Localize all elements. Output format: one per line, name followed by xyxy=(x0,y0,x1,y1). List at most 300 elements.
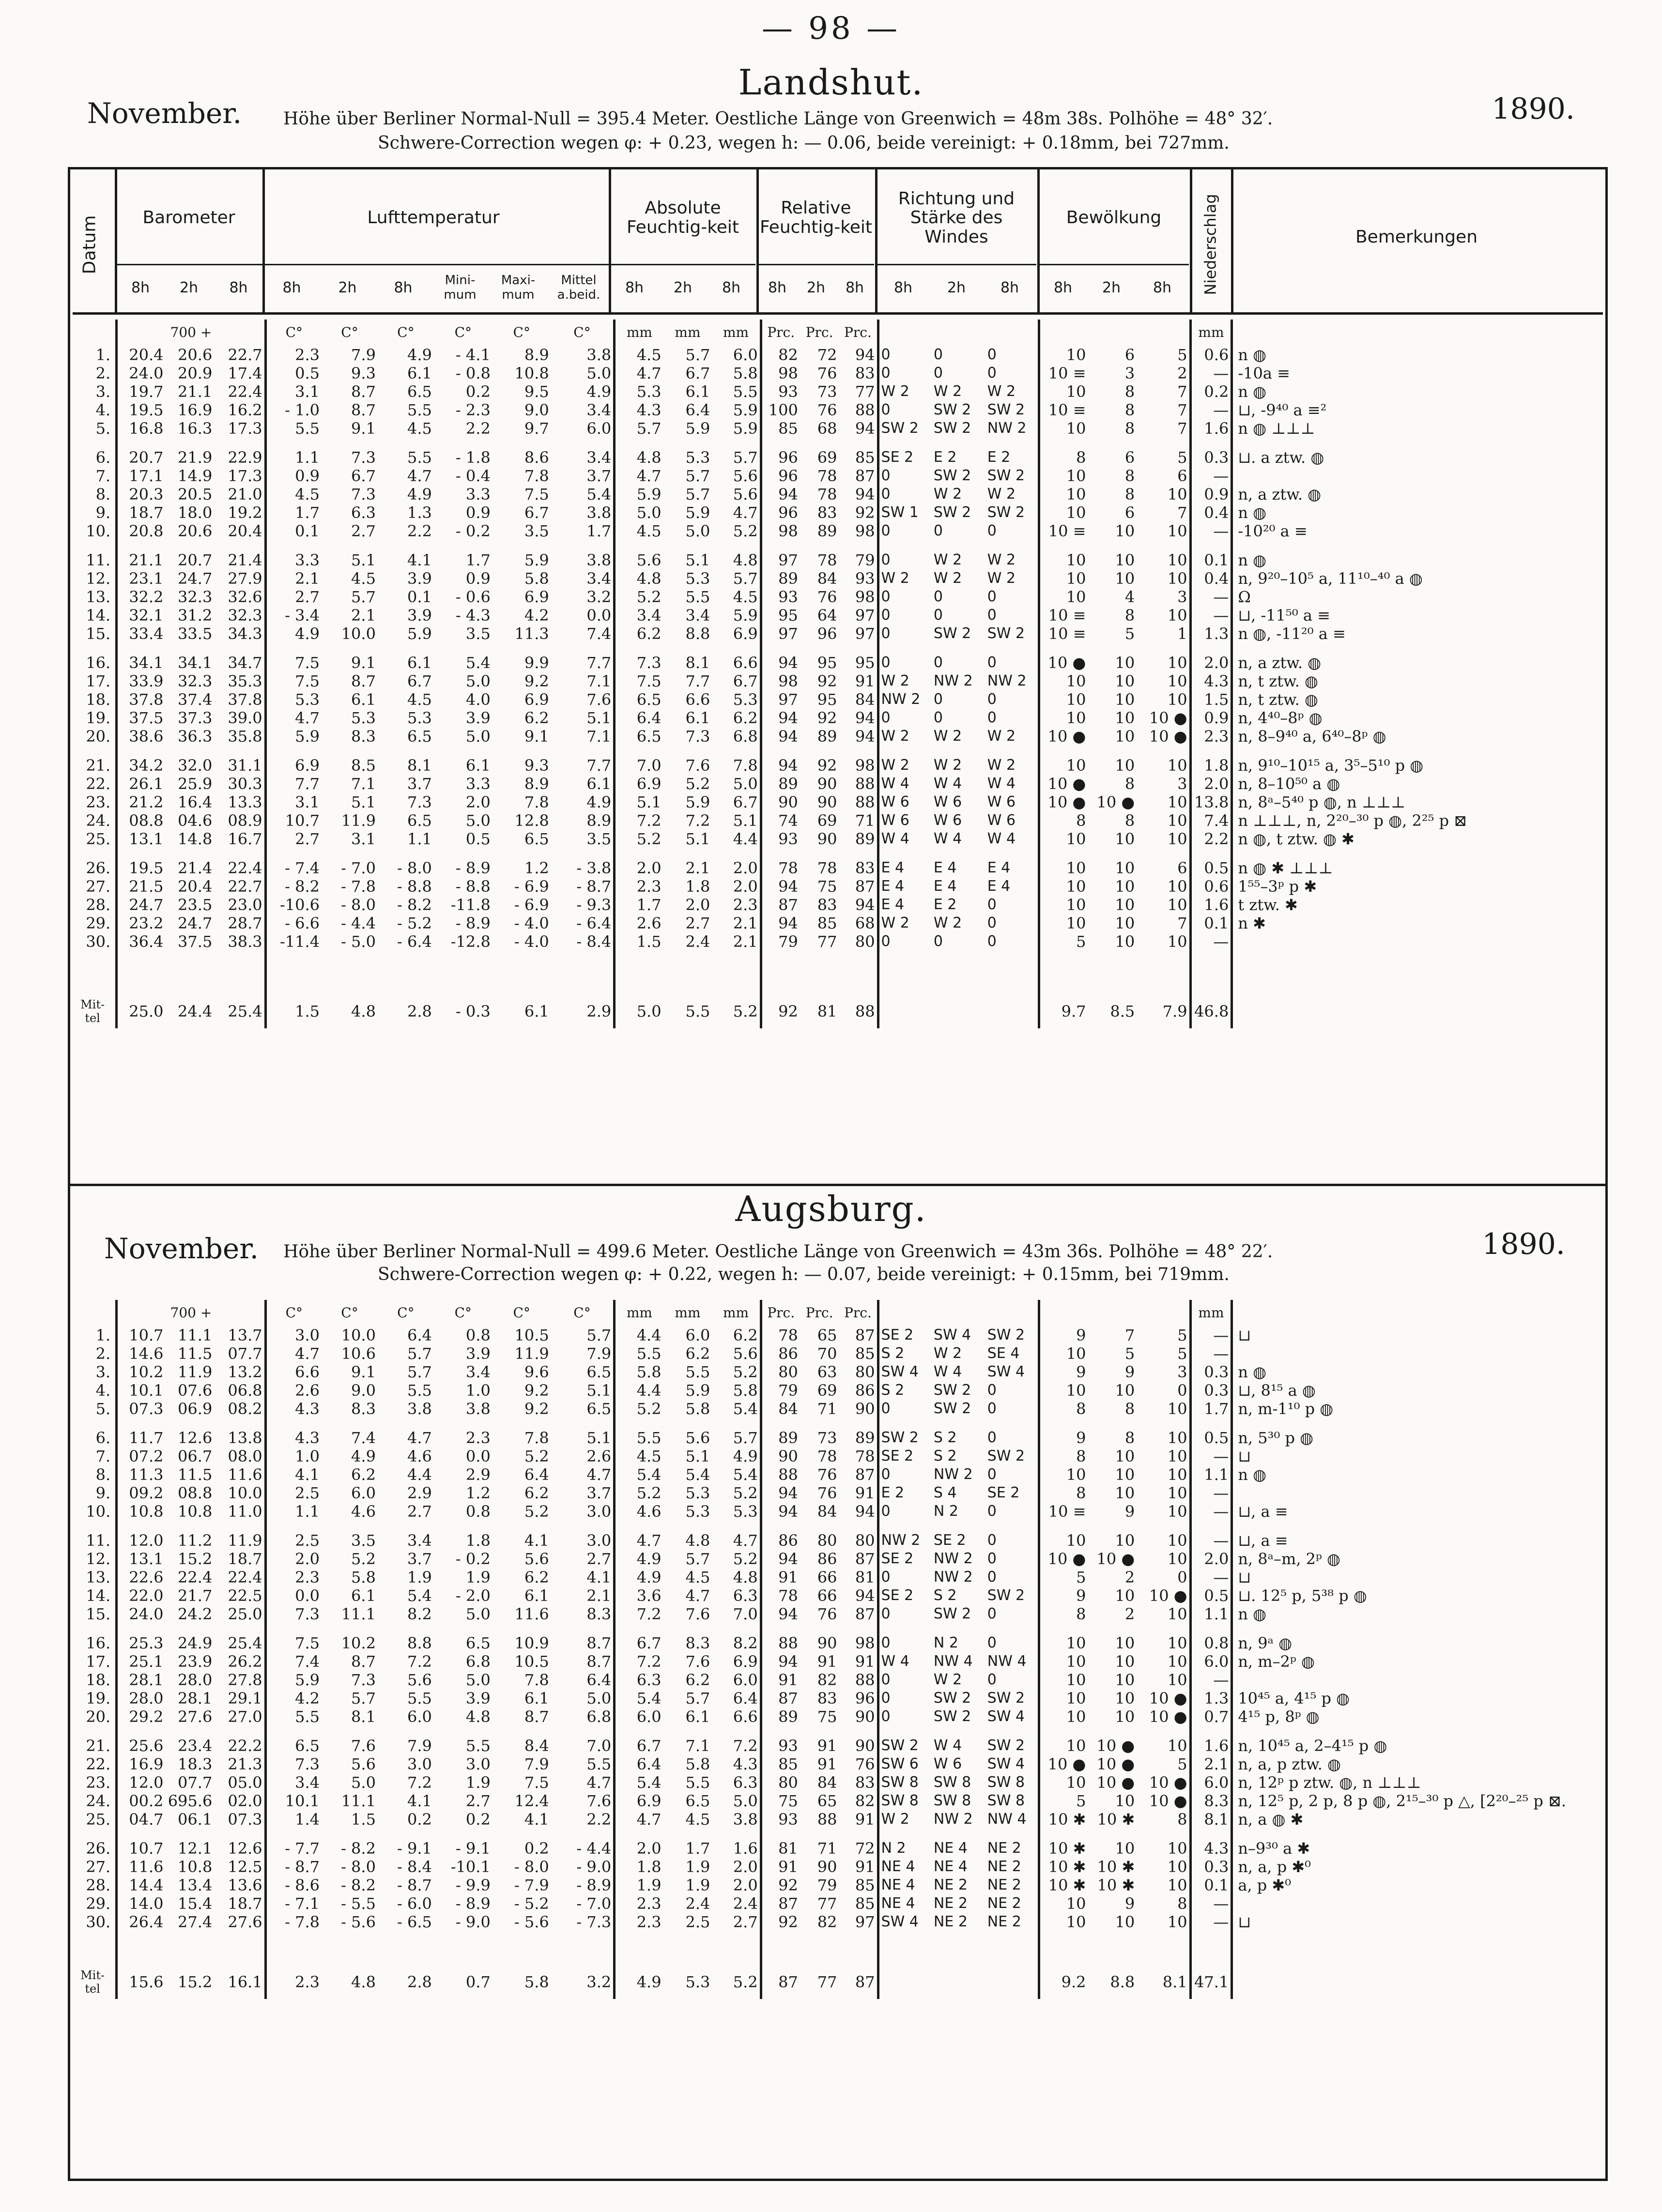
cell-temp-8h: - 1.0 xyxy=(285,401,320,419)
gap-cell xyxy=(166,1521,215,1531)
cell-rel-2h: 76 xyxy=(817,1484,837,1502)
cell-remarks xyxy=(1232,467,1603,485)
gap-cell xyxy=(117,1829,166,1839)
cell-temp-mean: 4.9 xyxy=(551,382,615,401)
cell-baro-2h: 15.2 xyxy=(178,1550,213,1568)
cell-baro-2h: 25.9 xyxy=(178,775,213,793)
gap-cell xyxy=(1088,643,1137,654)
cell-rel-8h: 97 xyxy=(778,690,798,709)
table-row xyxy=(73,914,1603,932)
cell-temp-max: 9.2 xyxy=(524,1400,549,1418)
unit-cell: C° xyxy=(341,1305,358,1321)
cell-cloud-8h: 9 xyxy=(1076,1326,1086,1344)
gap-cell xyxy=(117,848,166,859)
cell-temp-2h: 5.2 xyxy=(351,1550,376,1568)
unit-cell xyxy=(1232,320,1603,346)
cell-day: 22. xyxy=(73,775,117,793)
cell-wind-2h: 0 xyxy=(933,709,943,726)
cell-temp-8h: 6.6 xyxy=(295,1363,320,1381)
gap-cell xyxy=(166,1418,215,1429)
cell-cloud-8h-evening: 10 xyxy=(1137,654,1190,672)
cell-abs-8h-evening: 5.6 xyxy=(712,1344,761,1363)
cell-precipitation: 2.2 xyxy=(1190,830,1232,848)
gap-cell xyxy=(117,438,166,448)
cell-abs-2h: 5.5 xyxy=(685,1363,710,1381)
gap-cell xyxy=(878,1418,932,1429)
gap-cell xyxy=(932,1521,985,1531)
mean-temp-mean: 2.9 xyxy=(551,994,615,1028)
cell-precipitation: 0.5 xyxy=(1190,1429,1232,1447)
cell-wind-8h-evening: 0 xyxy=(985,690,1039,709)
cell-wind-8h: NE 4 xyxy=(881,1895,915,1912)
gap-cell xyxy=(492,1931,551,1965)
cell-cloud-8h-evening: 10 xyxy=(1137,1550,1190,1568)
cell-temp-mean: 2.1 xyxy=(551,1587,615,1605)
cell-remarks: n, 9ᵃ ◍ xyxy=(1238,1634,1293,1652)
cell-wind-2h: 0 xyxy=(933,654,943,671)
cell-wind-8h-evening: 0 xyxy=(985,1568,1039,1587)
gap-cell xyxy=(663,1829,712,1839)
cell-rel-2h: 77 xyxy=(817,1894,837,1913)
cell-baro-8h: 34.2 xyxy=(129,756,164,775)
cell-cloud-8h-evening: 10 xyxy=(1137,1913,1190,1931)
cell-abs-8h-evening: 6.2 xyxy=(712,709,761,727)
cell-rel-2h: 88 xyxy=(817,1810,837,1829)
cell-wind-8h: SW 4 xyxy=(881,1363,919,1380)
cell-cloud-8h: 10 ● xyxy=(1047,1550,1086,1568)
cell-wind-2h: SE 2 xyxy=(933,1532,966,1549)
cell-cloud-8h-evening: 10 xyxy=(1137,1447,1190,1465)
cell-cloud-8h: 9 xyxy=(1076,1363,1086,1381)
cell-baro-8h-evening: 20.4 xyxy=(214,522,265,540)
rule xyxy=(262,169,265,315)
cell-temp-max: 8.7 xyxy=(524,1708,549,1726)
cell-day: 20. xyxy=(73,1708,117,1726)
gap-cell xyxy=(492,746,551,756)
gap-cell xyxy=(761,643,800,654)
table-row xyxy=(73,1634,1603,1652)
gap-cell xyxy=(839,643,878,654)
cell-temp-8h-evening: 5.5 xyxy=(407,401,432,419)
cell-rel-8h: 96 xyxy=(778,448,798,467)
cell-cloud-8h-evening: 10 xyxy=(1137,830,1190,848)
cell-wind-2h: W 2 xyxy=(933,1345,962,1362)
cell-precipitation: 8.3 xyxy=(1190,1792,1232,1810)
cell-rel-2h: 91 xyxy=(817,1755,837,1773)
gap-cell xyxy=(800,643,839,654)
cell-abs-2h: 1.9 xyxy=(685,1876,710,1894)
cell-wind-2h: E 4 xyxy=(933,878,957,895)
cell-cloud-2h: 4 xyxy=(1124,588,1135,606)
cell-temp-max: 4.1 xyxy=(524,1531,549,1550)
unit-cell xyxy=(985,320,1039,346)
cell-wind-8h: SE 2 xyxy=(881,1587,914,1604)
cell-precipitation: 6.0 xyxy=(1190,1773,1232,1792)
sub-maximum: Maxi-mum xyxy=(489,264,547,310)
cell-temp-2h: 8.7 xyxy=(351,382,376,401)
cell-day: 7. xyxy=(73,467,117,485)
cell-cloud-8h: 10 ● xyxy=(1047,654,1086,672)
cell-day: 27. xyxy=(73,1858,117,1876)
cell-temp-8h: - 7.1 xyxy=(285,1894,320,1913)
cell-temp-8h: 4.3 xyxy=(295,1429,320,1447)
cell-rel-8h: 94 xyxy=(778,1605,798,1623)
table-row xyxy=(73,1605,1603,1623)
cell-wind-8h: SE 2 xyxy=(881,1550,914,1567)
cell-temp-8h: 2.7 xyxy=(295,588,320,606)
cell-rel-8h: 80 xyxy=(778,1363,798,1381)
cell-temp-mean: 3.4 xyxy=(551,401,615,419)
cell-rel-2h: 76 xyxy=(817,588,837,606)
cell-remarks: n ⊥⊥⊥, n, 2²⁰–³⁰ p ◍, 2²⁵ p ⊠ xyxy=(1238,811,1467,830)
cell-wind-2h: W 2 xyxy=(933,486,962,503)
cell-temp-2h: 7.3 xyxy=(351,1671,376,1689)
cell-day: 4. xyxy=(73,1381,117,1400)
cell-precipitation: 1.3 xyxy=(1190,1689,1232,1708)
cell-day: 30. xyxy=(73,932,117,951)
cell-precipitation: 4.3 xyxy=(1190,672,1232,690)
cell-abs-2h: 4.7 xyxy=(685,1587,710,1605)
cell-remarks: ⊔ xyxy=(1238,1568,1251,1587)
cell-baro-8h: 20.4 xyxy=(129,346,164,364)
cell-cloud-2h: 10 xyxy=(1115,1634,1135,1652)
cell-wind-8h-evening: W 2 xyxy=(985,551,1039,569)
cell-wind-8h: 0 xyxy=(881,1690,891,1707)
cell-wind-2h: S 2 xyxy=(933,1429,957,1446)
cell-temp-8h: 1.1 xyxy=(295,448,320,467)
cell-precipitation: — xyxy=(1190,522,1232,540)
cell-rel-2h: 85 xyxy=(817,914,837,932)
gap-cell xyxy=(1190,1829,1232,1839)
cell-rel-8h: 81 xyxy=(778,1839,798,1858)
cell-temp-8h: 1.4 xyxy=(295,1810,320,1829)
cell-precipitation: 0.4 xyxy=(1190,503,1232,522)
cell-abs-8h-evening: 2.1 xyxy=(712,914,761,932)
gap-cell xyxy=(166,951,215,994)
cell-cloud-8h-evening: 10 xyxy=(1137,1400,1190,1418)
gap-cell xyxy=(663,1726,712,1737)
gap-cell xyxy=(839,1521,878,1531)
unit-cell: C° xyxy=(551,1300,615,1326)
cell-cloud-8h: 10 xyxy=(1066,914,1086,932)
cell-cloud-8h-evening: 10 xyxy=(1137,1465,1190,1484)
gap-cell xyxy=(1039,1521,1088,1531)
cell-wind-8h-evening: 0 xyxy=(985,1531,1039,1550)
gap-cell xyxy=(214,951,265,994)
table-row xyxy=(73,1326,1603,1344)
sub-h8: 8h xyxy=(375,264,431,310)
cell-wind-8h-evening: 0 xyxy=(985,364,1039,382)
cell-temp-mean: 8.7 xyxy=(551,1652,615,1671)
table-row xyxy=(73,1792,1603,1810)
cell-cloud-8h: 10 xyxy=(1066,1344,1086,1363)
gap-cell xyxy=(117,1418,166,1429)
gap-cell xyxy=(434,951,492,994)
cell-cloud-8h-evening: 10 xyxy=(1137,1634,1190,1652)
gap-cell xyxy=(551,643,615,654)
cell-precipitation: — xyxy=(1190,932,1232,951)
cell-wind-8h: S 2 xyxy=(881,1382,905,1399)
gap-cell xyxy=(73,643,117,654)
cell-abs-8h-evening: 3.8 xyxy=(712,1810,761,1829)
cell-precipitation: 1.6 xyxy=(1190,419,1232,438)
cell-abs-8h: 3.6 xyxy=(636,1587,662,1605)
cell-wind-2h: SW 2 xyxy=(933,1690,971,1707)
cell-wind-8h-evening: 0 xyxy=(985,1429,1039,1447)
cell-temp-mean: 7.1 xyxy=(551,727,615,746)
cell-cloud-2h: 10 xyxy=(1115,1381,1135,1400)
cell-wind-8h: W 2 xyxy=(881,570,909,587)
gap-cell xyxy=(761,1726,800,1737)
cell-abs-2h: 6.5 xyxy=(685,1792,710,1810)
cell-abs-8h-evening: 8.2 xyxy=(712,1634,761,1652)
cell-wind-2h: SW 2 xyxy=(933,1400,971,1417)
rule xyxy=(115,169,117,315)
table-row xyxy=(73,467,1603,485)
gap-cell xyxy=(166,1726,215,1737)
row-gap xyxy=(73,1521,1603,1531)
cell-cloud-8h: 10 ● xyxy=(1047,1755,1086,1773)
table-row xyxy=(73,382,1603,401)
gap-cell xyxy=(712,746,761,756)
cell-rel-8h-evening: 83 xyxy=(839,1773,878,1792)
cell-temp-min: 5.5 xyxy=(465,1737,491,1755)
cell-cloud-2h: 10 xyxy=(1115,709,1135,727)
gap-cell xyxy=(214,643,265,654)
cell-temp-8h: -11.4 xyxy=(279,932,320,951)
cell-wind-8h-evening: 0 xyxy=(985,1381,1039,1400)
mean-wind-8h-evening xyxy=(985,1965,1039,1999)
gap-cell xyxy=(551,1418,615,1429)
table-row xyxy=(73,775,1603,793)
gap-cell xyxy=(615,1521,663,1531)
cell-rel-2h: 78 xyxy=(817,485,837,503)
cell-temp-2h: 7.6 xyxy=(351,1737,376,1755)
cell-baro-8h-evening: 21.4 xyxy=(214,551,265,569)
cell-cloud-8h-evening: 7 xyxy=(1137,914,1190,932)
cell-wind-8h-evening: W 4 xyxy=(985,775,1039,793)
gap-cell xyxy=(378,540,434,551)
cell-abs-2h: 6.1 xyxy=(685,1708,710,1726)
cell-rel-8h-evening: 94 xyxy=(839,485,878,503)
cell-cloud-2h: 8 xyxy=(1124,775,1135,793)
table-row xyxy=(73,1568,1603,1587)
cell-temp-2h: 5.8 xyxy=(351,1568,376,1587)
cell-temp-2h: 5.0 xyxy=(351,1773,376,1792)
cell-temp-max: 3.5 xyxy=(524,522,549,540)
cell-temp-8h-evening: 6.0 xyxy=(407,1708,432,1726)
cell-rel-8h-evening: 88 xyxy=(839,401,878,419)
cell-temp-max: 6.5 xyxy=(524,830,549,848)
cell-wind-8h: 0 xyxy=(881,346,891,363)
header-lufttemperatur: Lufttemperatur xyxy=(367,208,500,228)
cell-day: 18. xyxy=(73,1671,117,1689)
cell-temp-min: 3.4 xyxy=(465,1363,491,1381)
gap-cell xyxy=(1190,1931,1232,1965)
cell-baro-8h-evening: 17.3 xyxy=(214,467,265,485)
cell-rel-8h: 93 xyxy=(778,382,798,401)
gap-cell xyxy=(214,1623,265,1634)
cell-rel-8h: 78 xyxy=(778,1587,798,1605)
gap-cell xyxy=(839,746,878,756)
cell-rel-8h-evening: 81 xyxy=(839,1568,878,1587)
cell-baro-8h: 21.1 xyxy=(129,551,164,569)
gap-cell xyxy=(492,1829,551,1839)
rule xyxy=(756,169,759,315)
cell-rel-8h-evening: 94 xyxy=(839,727,878,746)
cell-temp-mean: 7.6 xyxy=(551,1792,615,1810)
cell-remarks: n, 12⁵ p, 2 p, 8 p ◍, 2¹⁵–³⁰ p △, [2²⁰–²⁵ p ⊠. xyxy=(1238,1792,1567,1810)
gap-cell xyxy=(265,1418,322,1429)
gap-cell xyxy=(800,1623,839,1634)
cell-temp-min: 1.9 xyxy=(465,1568,491,1587)
cell-rel-8h-evening: 97 xyxy=(839,1913,878,1931)
cell-abs-8h: 5.1 xyxy=(636,793,662,811)
cell-temp-mean: 3.7 xyxy=(551,1484,615,1502)
mean-remarks xyxy=(1232,994,1603,1028)
cell-temp-min: - 0.2 xyxy=(455,1550,491,1568)
cell-temp-mean: 7.9 xyxy=(551,1344,615,1363)
gap-cell xyxy=(839,1726,878,1737)
cell-wind-8h: SE 2 xyxy=(881,449,914,466)
cell-abs-8h: 7.2 xyxy=(636,1605,662,1623)
cell-baro-8h: 19.5 xyxy=(129,859,164,877)
mean-row xyxy=(73,994,1603,1028)
cell-temp-max: 12.8 xyxy=(514,811,549,830)
cell-remarks: ⊔, a ≡ xyxy=(1238,1502,1288,1521)
cell-rel-2h: 65 xyxy=(817,1326,837,1344)
unit-cell xyxy=(1137,320,1190,346)
cell-abs-8h: 7.0 xyxy=(636,756,662,775)
gap-cell xyxy=(1039,951,1088,994)
unit-cell: mm xyxy=(712,1300,761,1326)
cell-day: 4. xyxy=(73,401,117,419)
cell-wind-8h-evening: SW 2 xyxy=(985,1689,1039,1708)
cell-temp-8h: 7.3 xyxy=(295,1605,320,1623)
gap-cell xyxy=(265,1521,322,1531)
cell-baro-8h-evening: 35.8 xyxy=(214,727,265,746)
gap-cell xyxy=(265,951,322,994)
gap-cell xyxy=(932,1726,985,1737)
cell-rel-2h: 73 xyxy=(817,382,837,401)
cell-temp-mean: 6.8 xyxy=(551,1708,615,1726)
cell-wind-2h: W 4 xyxy=(933,1363,962,1380)
cell-baro-2h: 15.4 xyxy=(178,1894,213,1913)
cell-temp-8h: 4.1 xyxy=(295,1465,320,1484)
cell-cloud-8h: 10 xyxy=(1066,859,1086,877)
unit-cell xyxy=(878,1300,932,1326)
sub-h2: 2h xyxy=(320,264,375,310)
cell-temp-8h: - 7.4 xyxy=(285,859,320,877)
cell-cloud-8h-evening: 10 xyxy=(1137,1429,1190,1447)
cell-rel-2h: 95 xyxy=(817,690,837,709)
unit-cell: Prc. xyxy=(767,324,795,340)
cell-wind-8h-evening: SE 4 xyxy=(985,1344,1039,1363)
month-label-augsburg: November. xyxy=(104,1232,259,1265)
cell-temp-8h-evening: 7.2 xyxy=(407,1773,432,1792)
cell-baro-2h: 06.1 xyxy=(178,1810,213,1829)
cell-wind-8h-evening: SW 4 xyxy=(985,1755,1039,1773)
gap-cell xyxy=(214,746,265,756)
cell-rel-8h-evening: 94 xyxy=(839,419,878,438)
cell-baro-8h-evening: 05.0 xyxy=(214,1773,265,1792)
cell-temp-min: 0.8 xyxy=(465,1326,491,1344)
cell-temp-8h: 6.9 xyxy=(295,756,320,775)
station-title-augsburg: Augsburg. xyxy=(735,1189,927,1229)
cell-cloud-8h-evening: 3 xyxy=(1137,775,1190,793)
cell-temp-max: - 7.9 xyxy=(514,1876,549,1894)
cell-rel-8h: 93 xyxy=(778,1737,798,1755)
cell-rel-2h: 71 xyxy=(817,1839,837,1858)
cell-wind-8h: E 4 xyxy=(881,859,905,876)
gap-cell xyxy=(1137,848,1190,859)
cell-remarks: 1⁵⁵–3ᵖ p ✱ xyxy=(1238,877,1317,896)
cell-abs-2h: 5.9 xyxy=(685,419,710,438)
cell-wind-2h: 0 xyxy=(933,691,943,708)
cell-wind-8h: SW 8 xyxy=(881,1774,919,1791)
cell-wind-8h-evening: 0 xyxy=(985,896,1039,914)
cell-day: 3. xyxy=(73,1363,117,1381)
gap-cell xyxy=(1137,1521,1190,1531)
cell-baro-8h-evening: 21.0 xyxy=(214,485,265,503)
unit-cell xyxy=(1039,1300,1088,1326)
cell-temp-8h-evening: 4.9 xyxy=(407,346,432,364)
rule xyxy=(1231,169,1233,315)
cell-baro-8h: 24.0 xyxy=(129,1605,164,1623)
cell-cloud-2h: 5 xyxy=(1124,625,1135,643)
cell-cloud-8h-evening: 10 ● xyxy=(1137,1689,1190,1708)
cell-abs-2h: 5.0 xyxy=(685,522,710,540)
cell-remarks: n ◍ ⊥⊥⊥ xyxy=(1238,419,1315,438)
cell-rel-2h: 78 xyxy=(817,1447,837,1465)
cell-temp-8h-evening: 5.3 xyxy=(407,709,432,727)
cell-cloud-8h: 10 xyxy=(1066,1531,1086,1550)
table-row xyxy=(73,811,1603,830)
mean-rel-2h: 77 xyxy=(817,1973,837,1991)
cell-cloud-2h: 10 xyxy=(1115,1652,1135,1671)
cell-baro-8h: 22.0 xyxy=(129,1587,164,1605)
cell-baro-8h: 26.4 xyxy=(129,1913,164,1931)
cell-precipitation: — xyxy=(1190,1344,1232,1363)
mean-baro-8h: 15.6 xyxy=(129,1973,164,1991)
cell-wind-8h: 0 xyxy=(881,1634,891,1651)
cell-temp-2h: 7.9 xyxy=(351,346,376,364)
cell-rel-8h-evening: 78 xyxy=(839,1447,878,1465)
cell-temp-8h-evening: - 8.7 xyxy=(397,1876,432,1894)
gap-cell xyxy=(117,540,166,551)
cell-precipitation: 0.9 xyxy=(1190,709,1232,727)
cell-cloud-8h: 10 ≡ xyxy=(1048,364,1086,382)
gap-cell xyxy=(551,848,615,859)
cell-remarks: n, 9¹⁰–10¹⁵ a, 3⁵–5¹⁰ p ◍ xyxy=(1238,756,1424,775)
gap-cell xyxy=(1088,1726,1137,1737)
cell-temp-max: 4.1 xyxy=(524,1810,549,1829)
cell-temp-8h-evening: 4.6 xyxy=(407,1447,432,1465)
cell-temp-mean: - 9.0 xyxy=(551,1858,615,1876)
gap-cell xyxy=(1137,1931,1190,1965)
gap-cell xyxy=(322,746,378,756)
cell-rel-8h: 91 xyxy=(778,1858,798,1876)
cell-abs-8h-evening: 6.3 xyxy=(712,1587,761,1605)
unit-cell xyxy=(1232,1300,1603,1326)
cell-abs-8h: 6.9 xyxy=(636,775,662,793)
cell-rel-8h-evening: 89 xyxy=(839,1429,878,1447)
cell-rel-8h: 97 xyxy=(778,551,798,569)
gap-cell xyxy=(878,1726,932,1737)
cell-cloud-2h: 10 xyxy=(1115,522,1135,540)
cell-rel-8h-evening: 83 xyxy=(839,364,878,382)
cell-day: 24. xyxy=(73,811,117,830)
